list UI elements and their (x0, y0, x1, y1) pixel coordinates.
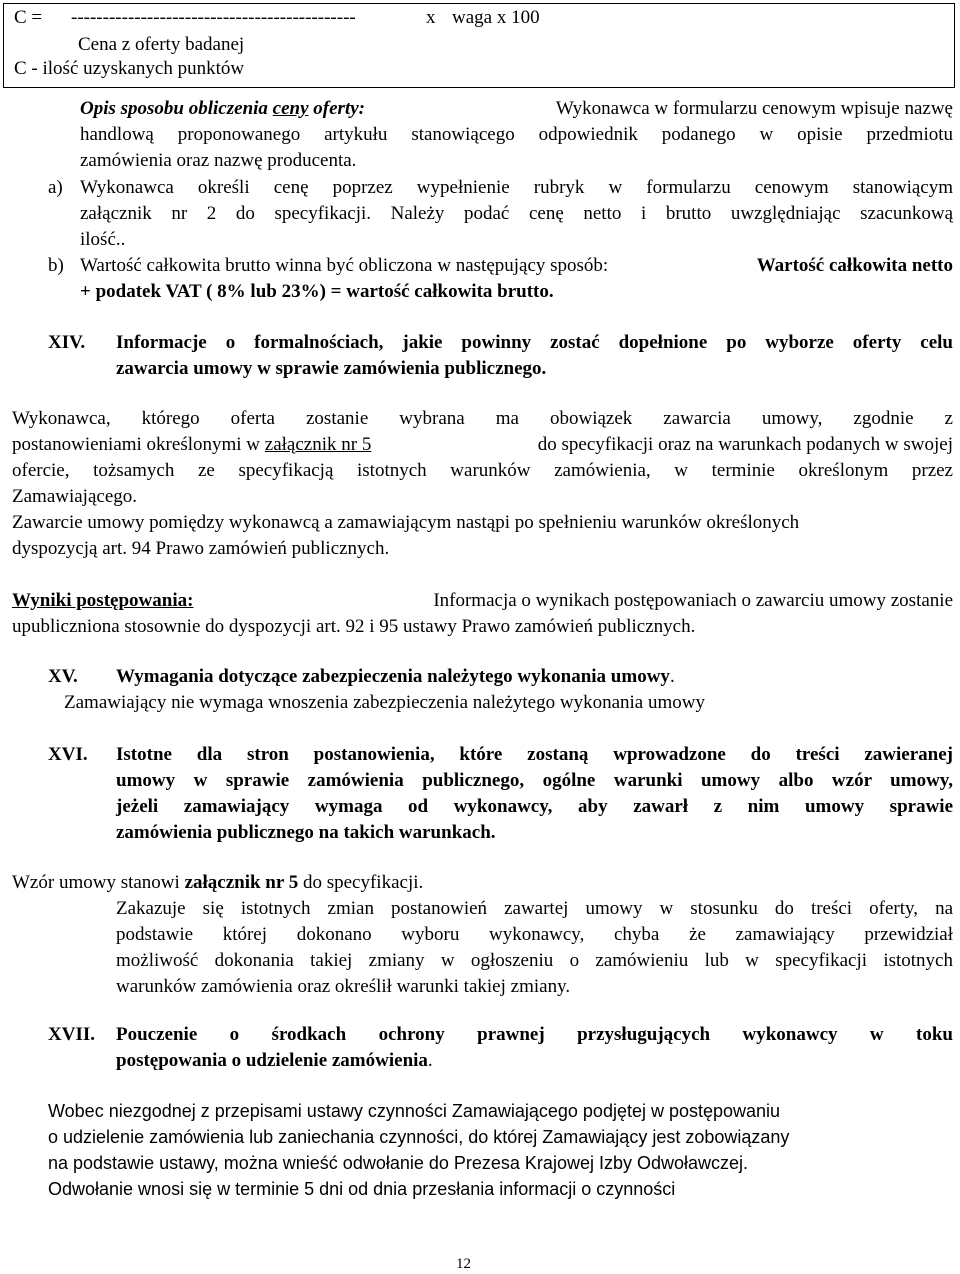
section-14-p1-line-3: ofercie, tożsamych ze specyfikacją istotnych warunków zamówienia, w terminie określonym przez (12, 460, 953, 481)
section-14-p1-line-2-a: postanowieniami określonymi w (12, 434, 265, 455)
section-15-title-dot: . (669, 666, 675, 687)
section-16-title-line-3: jeżeli zamawiający wymaga od wykonawcy, aby zawarł z nim umowy sprawie (116, 796, 953, 817)
opis-lead-underlined: ceny (272, 98, 309, 119)
section-15-title-text: Wymagania dotyczące zabezpieczenia należytego wykonania umowy (116, 666, 670, 687)
formula-weight: waga x 100 (452, 7, 540, 28)
opis-line-1 (80, 96, 953, 122)
section-17-title-dot: . (427, 1050, 433, 1071)
formula-x: x (426, 7, 436, 28)
section-15-body: Zamawiający nie wymaga wnoszenia zabezpieczenia należytego wykonania umowy (64, 692, 705, 713)
section-17-p-line-3: na podstawie ustawy, można wnieść odwołanie do Prezesa Krajowej Izby Odwoławczej. (48, 1153, 749, 1173)
opis-line-3: zamówienia oraz nazwę producenta. (80, 150, 357, 171)
section-16-wzor (12, 870, 423, 896)
section-14-p1-line-1: Wykonawca, którego oferta zostanie wybrana ma obowiązek zawarcia umowy, zgodnie z (12, 408, 953, 429)
section-15-number: XV. (48, 666, 78, 687)
section-14-p1-line-2-b: do specyfikacji oraz na warunkach podanych w swojej (537, 434, 953, 455)
wyniki-label: Wyniki postępowania: (12, 590, 194, 611)
section-17-p-line-1: Wobec niezgodnej z przepisami ustawy czynności Zamawiającego podjętej w postępowaniu (48, 1101, 781, 1121)
section-16-p-line-4: warunków zamówienia oraz określił warunki takiej zmiany. (116, 976, 571, 997)
section-17-p-line-4: Odwołanie wnosi się w terminie 5 dni od dnia przesłania informacji o czynności (48, 1179, 676, 1199)
formula-denominator: Cena z oferty badanej (78, 34, 245, 55)
section-14-number: XIV. (48, 332, 86, 353)
section-17-p-line-2: o udzielenie zamówienia lub zaniechania czynności, do której Zamawiający jest zobowiązany (48, 1127, 790, 1147)
section-16-p-line-2: podstawie której dokonano wyboru wykonawcy, chyba że zamawiający przewidział (116, 924, 953, 945)
opis-lead: Opis sposobu obliczenia (80, 98, 273, 119)
section-14-p1-line-4: Zamawiającego. (12, 486, 138, 507)
attachment-5-reference: załącznik nr 5 (264, 434, 372, 455)
wyniki-line-2: upubliczniona stosownie do dyspozycji art. 92 i 95 ustawy Prawo zamówień publicznych. (12, 616, 696, 637)
section-16-title-line-2: umowy w sprawie zamówienia publicznego, ogólne warunki umowy albo wzór umowy, (116, 770, 953, 791)
section-16-wzor-a: Wzór umowy stanowi (12, 872, 185, 893)
section-17-number: XVII. (48, 1024, 95, 1045)
opis-a-line-1: Wykonawca określi cenę poprzez wypełnienie rubryk w formularzu cenowym stanowiącym (80, 177, 953, 198)
wyniki-line-1 (12, 588, 953, 614)
section-16-p-line-3: możliwość dokonania takiej zmiany w ogłoszeniu o zamówieniu lub w specyfikacji istotnych (116, 950, 953, 971)
opis-b-line-1-normal: Wartość całkowita brutto winna być obliczona w następujący sposób: (80, 255, 609, 276)
section-16-title-line-4: zamówienia publicznego na takich warunkach. (116, 822, 496, 843)
opis-line-2: handlową proponowanego artykułu stanowiącego odpowiednik podanego w opisie przedmiotu (80, 124, 953, 145)
opis-a-label: a) (48, 177, 63, 198)
section-15-title (116, 664, 675, 690)
section-14-title-line-2: zawarcia umowy w sprawie zamówienia publicznego. (116, 358, 547, 379)
section-16-wzor-b: do specyfikacji. (298, 872, 424, 893)
section-16-title-line-1: Istotne dla stron postanowienia, które zostaną wprowadzone do treści zawieranej (116, 744, 953, 765)
wyniki-line-1-rest: Informacja o wynikach postępowaniach o zawarciu umowy zostanie (433, 590, 953, 611)
section-17-title-line-1: Pouczenie o środkach ochrony prawnej przysługujących wykonawcy w toku (116, 1024, 953, 1045)
section-14-p1-line-2 (12, 432, 953, 458)
opis-a-line-2: załącznik nr 2 do specyfikacji. Należy podać cenę netto i brutto uwzględniając szacunkową (80, 203, 953, 224)
section-14-p2-line-2: dyspozycją art. 94 Prawo zamówień publicznych. (12, 538, 390, 559)
formula-box (3, 3, 955, 88)
opis-line-1-rest: Wykonawca w formularzu cenowym wpisuje nazwę (555, 98, 953, 119)
opis-lead-end: oferty: (308, 98, 365, 119)
page-number: 12 (456, 1256, 471, 1272)
opis-b-line-1 (80, 253, 953, 279)
formula-c-definition: C - ilość uzyskanych punktów (14, 58, 245, 79)
section-17-title-line-2-text: postępowania o udzielenie zamówienia (116, 1050, 428, 1071)
section-16-p-line-1: Zakazuje się istotnych zmian postanowień zawartej umowy w stosunku do treści oferty, na (116, 898, 953, 919)
section-17-title-line-2 (116, 1048, 433, 1074)
formula-fraction-line: --------------------------------------------- (71, 7, 356, 28)
opis-a-line-3: ilość.. (80, 229, 126, 250)
opis-b-line-2: + podatek VAT ( 8% lub 23%) = wartość całkowita brutto. (80, 281, 554, 302)
section-14-p2-line-1: Zawarcie umowy pomiędzy wykonawcą a zamawiającym nastąpi po spełnieniu warunków określonych (12, 512, 800, 533)
section-14-title-line-1: Informacje o formalnościach, jakie powinny zostać dopełnione po wyborze oferty celu (116, 332, 953, 353)
opis-b-line-1-bold: Wartość całkowita netto (756, 255, 953, 276)
opis-b-label: b) (48, 255, 64, 276)
section-16-wzor-attachment: załącznik nr 5 (184, 872, 299, 893)
section-16-number: XVI. (48, 744, 88, 765)
formula-c-label: C = (14, 7, 43, 28)
